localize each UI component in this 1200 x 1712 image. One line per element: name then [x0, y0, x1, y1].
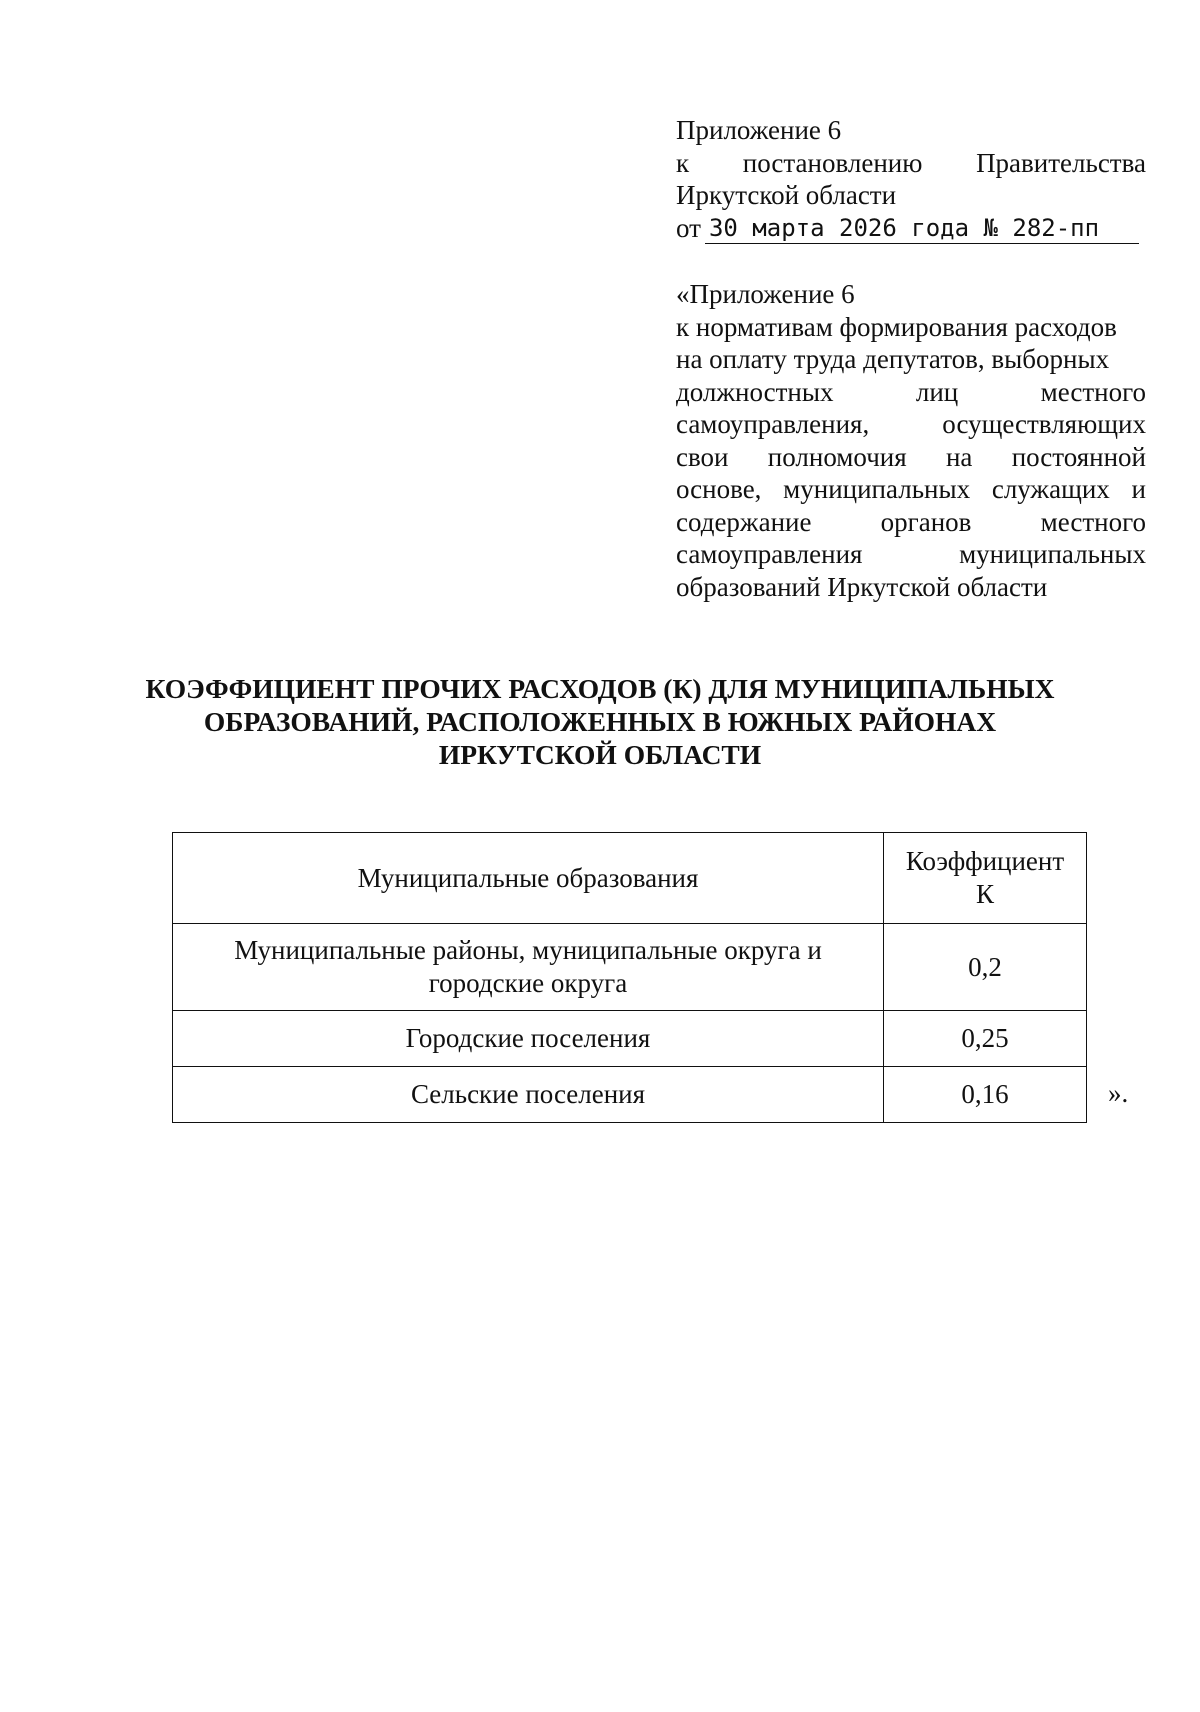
title-line-3: ИРКУТСКОЙ ОБЛАСТИ: [438, 739, 762, 770]
normatives-line-9: самоуправления муниципальных: [676, 539, 1146, 569]
word-resolution: постановлению: [742, 147, 923, 178]
normatives-line-4: должностных лиц местного: [676, 376, 1146, 407]
region-name: Иркутской области: [676, 180, 897, 210]
table-header-row: [173, 833, 1087, 924]
attachment-number: Приложение 6: [676, 115, 842, 145]
title-line-1: КОЭФФИЦИЕНТ ПРОЧИХ РАСХОДОВ (К) ДЛЯ МУНИЦИПАЛЬНЫХ: [145, 673, 1055, 704]
row-entity-name: [173, 924, 884, 1011]
row-entity-name-line-2: городские округа: [428, 968, 628, 998]
table-row: [173, 1011, 1087, 1067]
resolution-date-stamp: 30 марта 2026 года № 282-пп: [705, 213, 1139, 244]
word-k: к: [676, 147, 690, 178]
row-entity-name-line-1: Муниципальные районы, муниципальные округа и: [234, 935, 822, 965]
row-coefficient-value: 0,25: [884, 1011, 1087, 1067]
table-row: [173, 924, 1087, 1011]
header-municipal-entities: Муниципальные образования: [173, 833, 884, 924]
row-coefficient-value: 0,2: [884, 924, 1087, 1011]
header-coefficient-label: Коэффициент: [905, 846, 1065, 876]
normatives-line-10: образований Иркутской области: [676, 571, 1048, 602]
header-coefficient: [884, 833, 1087, 924]
table-row: [173, 1067, 1087, 1123]
normatives-line-2: к нормативам формирования расходов: [676, 311, 1117, 342]
document-title: [130, 672, 1070, 771]
normatives-line-8: содержание органов местного: [676, 506, 1146, 537]
attachment-header-normatives: [676, 278, 1146, 603]
title-line-2: ОБРАЗОВАНИЙ, РАСПОЛОЖЕННЫХ В ЮЖНЫХ РАЙОНАХ: [203, 706, 997, 737]
row-entity-name: Городские поселения: [173, 1011, 884, 1067]
row-coefficient-value: 0,16: [884, 1067, 1087, 1123]
row-entity-name: Сельские поселения: [173, 1067, 884, 1123]
resolution-reference-line: [676, 147, 1146, 180]
coefficient-table: [172, 832, 1087, 1123]
word-government: Правительства: [976, 147, 1146, 178]
normatives-line-7: основе, муниципальных служащих и: [676, 474, 1146, 504]
attachment-header-government-resolution: [676, 114, 1146, 244]
header-coefficient-symbol: К: [975, 879, 994, 909]
normatives-line-5: самоуправления, осуществляющих: [676, 409, 1146, 439]
date-prefix: от: [676, 212, 701, 243]
normatives-line-1: «Приложение 6: [676, 279, 855, 309]
normatives-line-3: на оплату труда депутатов, выборных: [676, 344, 1110, 374]
normatives-line-6: свои полномочия на постоянной: [676, 441, 1146, 472]
closing-quote-mark: ».: [1108, 1078, 1129, 1108]
resolution-date-line: [676, 212, 1146, 245]
